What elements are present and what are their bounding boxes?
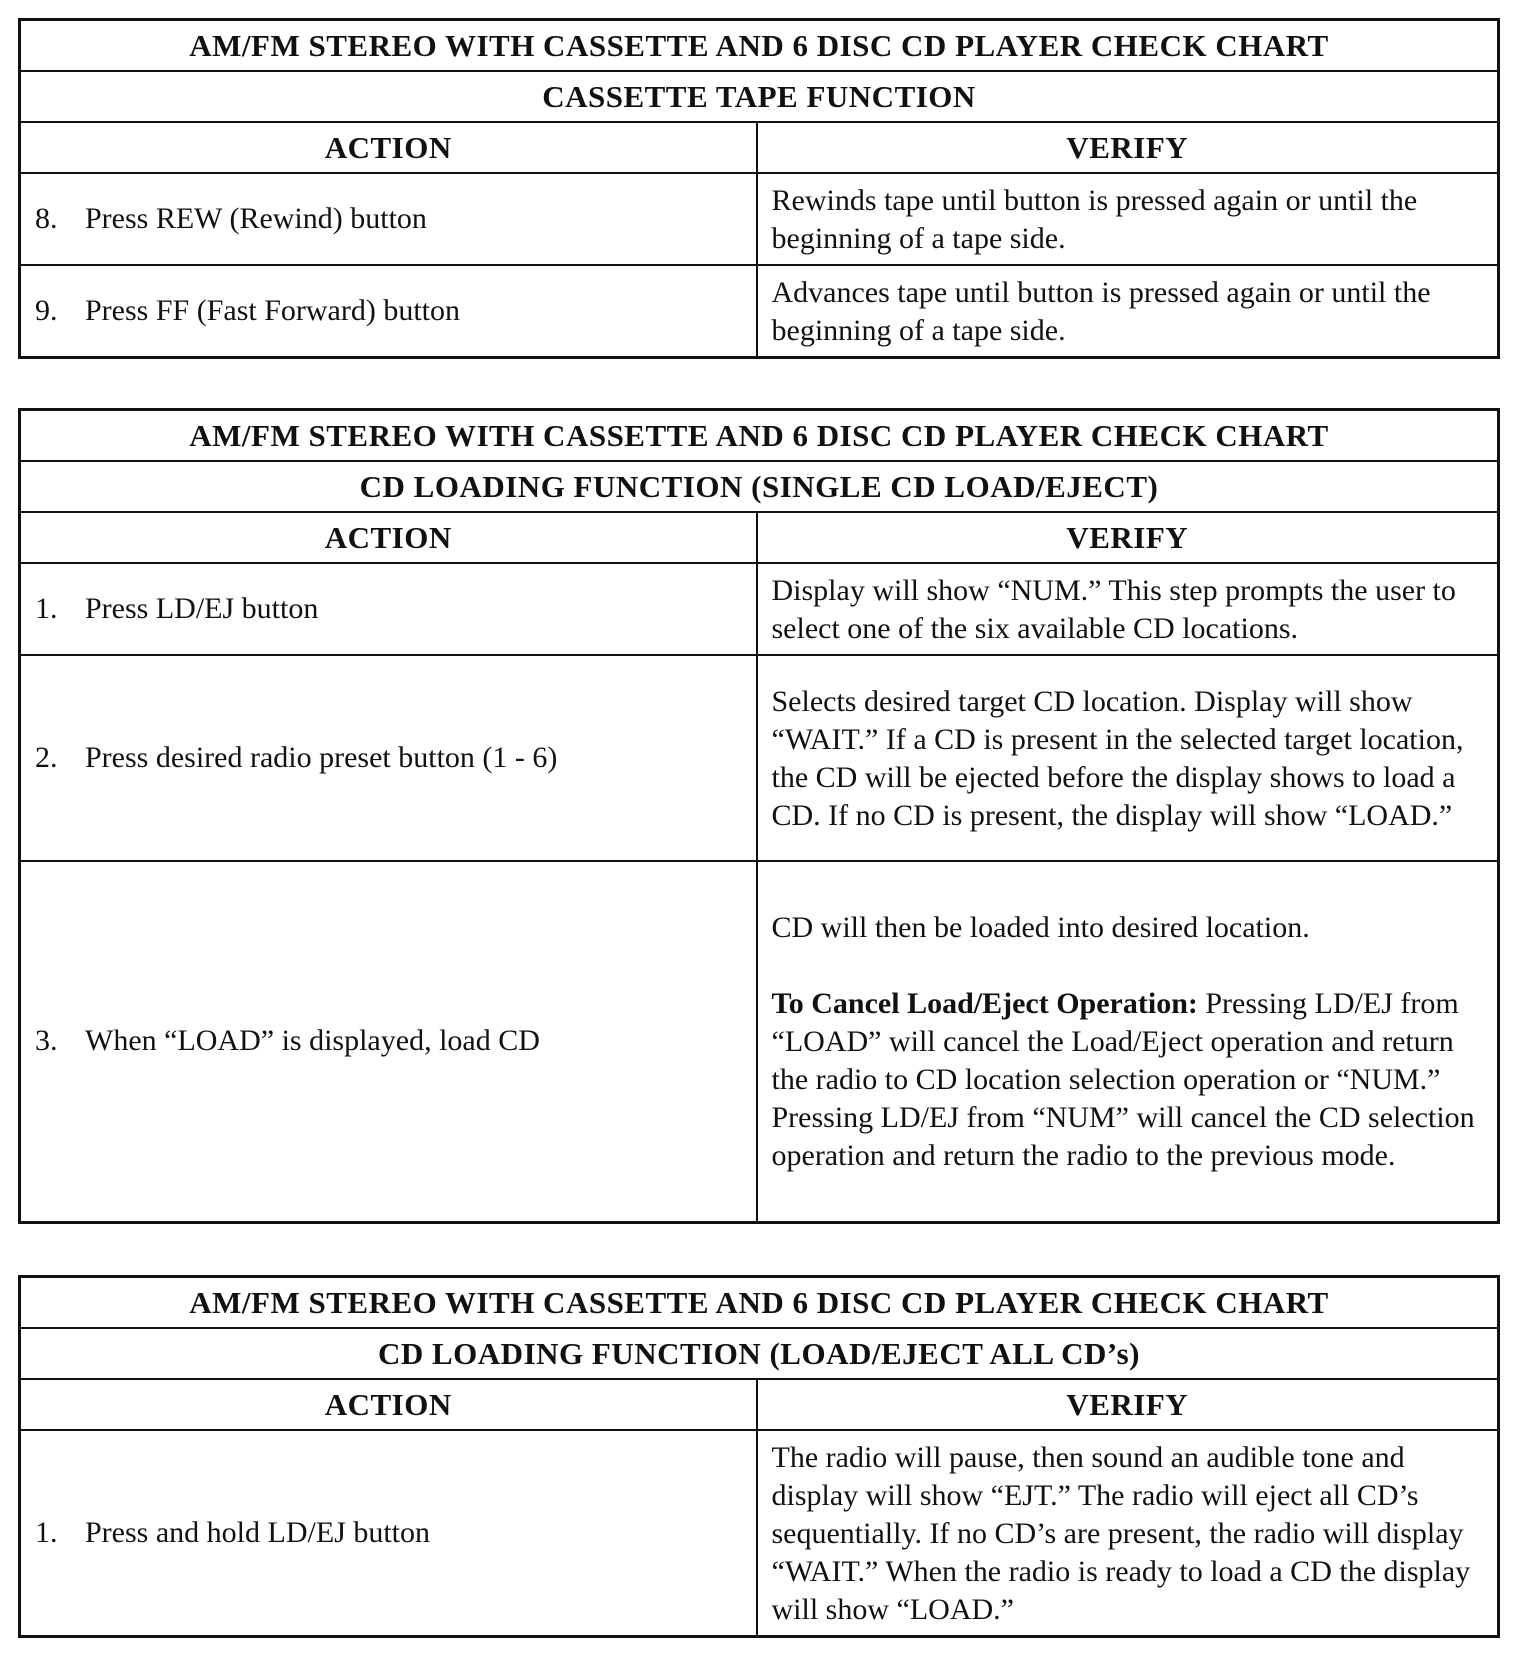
check-chart-cd-single [18, 408, 1500, 1224]
step-number: 1. [35, 1515, 58, 1549]
chart-title: AM/FM STEREO WITH CASSETTE AND 6 DISC CD PLAYER CHECK CHART [20, 1277, 1499, 1328]
action-cell [20, 563, 757, 655]
chart-title: AM/FM STEREO WITH CASSETTE AND 6 DISC CD PLAYER CHECK CHART [20, 20, 1499, 71]
verify-cell: Rewinds tape until button is pressed again or until the beginning of a tape side. [757, 173, 1499, 265]
chart-title: AM/FM STEREO WITH CASSETTE AND 6 DISC CD PLAYER CHECK CHART [20, 410, 1499, 461]
table-row [20, 861, 1499, 1223]
step-number: 2. [35, 740, 58, 774]
action-cell [20, 1430, 757, 1637]
verify-cell: Advances tape until button is pressed again or until the beginning of a tape side. [757, 265, 1499, 358]
action-text: Press LD/EJ button [85, 591, 319, 625]
verify-line: CD will then be loaded into desired location. [771, 911, 1310, 945]
check-chart-cassette [18, 18, 1500, 359]
action-text: When “LOAD” is displayed, load CD [85, 1024, 540, 1058]
column-header-action: ACTION [20, 1379, 757, 1430]
column-header-verify: VERIFY [757, 122, 1499, 173]
section-title: CASSETTE TAPE FUNCTION [20, 71, 1499, 122]
action-cell [20, 655, 757, 861]
verify-line: Pressing LD/EJ from “NUM” will cancel the CD selection operation and return the radio to the previous mode. [771, 1101, 1475, 1173]
verify-cancel-paragraph [772, 985, 1484, 1099]
verify-cell: Display will show “NUM.” This step prompts the user to select one of the six available CD locations. [757, 563, 1499, 655]
table-row [20, 173, 1499, 265]
section-title: CD LOADING FUNCTION (SINGLE CD LOAD/EJECT) [20, 461, 1499, 512]
action-text: Press REW (Rewind) button [85, 201, 427, 235]
action-text: Press desired radio preset button (1 - 6) [85, 740, 558, 774]
verify-cell: The radio will pause, then sound an audible tone and display will show “EJT.” The radio will eject all CD’s sequentially. If no CD’s are present, the radio will display “WAIT.” When the radio is ready to load a CD the display will show “LOAD.” [757, 1430, 1499, 1637]
table-row [20, 563, 1499, 655]
table-row [20, 655, 1499, 861]
column-header-verify: VERIFY [757, 1379, 1499, 1430]
check-chart-cd-all [18, 1275, 1500, 1638]
step-number: 8. [35, 201, 58, 235]
action-text: Press and hold LD/EJ button [85, 1515, 430, 1549]
action-cell [20, 265, 757, 358]
table-row [20, 1430, 1499, 1637]
action-text: Press FF (Fast Forward) button [85, 293, 461, 327]
column-header-verify: VERIFY [757, 512, 1499, 563]
cancel-heading: To Cancel Load/Eject Operation: [771, 987, 1198, 1021]
column-header-action: ACTION [20, 512, 757, 563]
step-number: 3. [35, 1024, 58, 1058]
cancel-text: Pressing LD/EJ from “LOAD” will cancel the Load/Eject operation and return the radio to CD location selection operation or “NUM.” [771, 987, 1459, 1097]
verify-cell: Selects desired target CD location. Display will show “WAIT.” If a CD is present in the selected target location, the CD will be ejected before the display shows to load a CD. If no CD is present, the display will show “LOAD.” [757, 655, 1499, 861]
action-cell [20, 173, 757, 265]
step-number: 1. [35, 591, 58, 625]
section-title: CD LOADING FUNCTION (LOAD/EJECT ALL CD’s) [20, 1328, 1499, 1379]
table-row [20, 265, 1499, 358]
column-header-action: ACTION [20, 122, 757, 173]
verify-cell [757, 861, 1499, 1223]
step-number: 9. [35, 293, 58, 327]
action-cell [20, 861, 757, 1223]
